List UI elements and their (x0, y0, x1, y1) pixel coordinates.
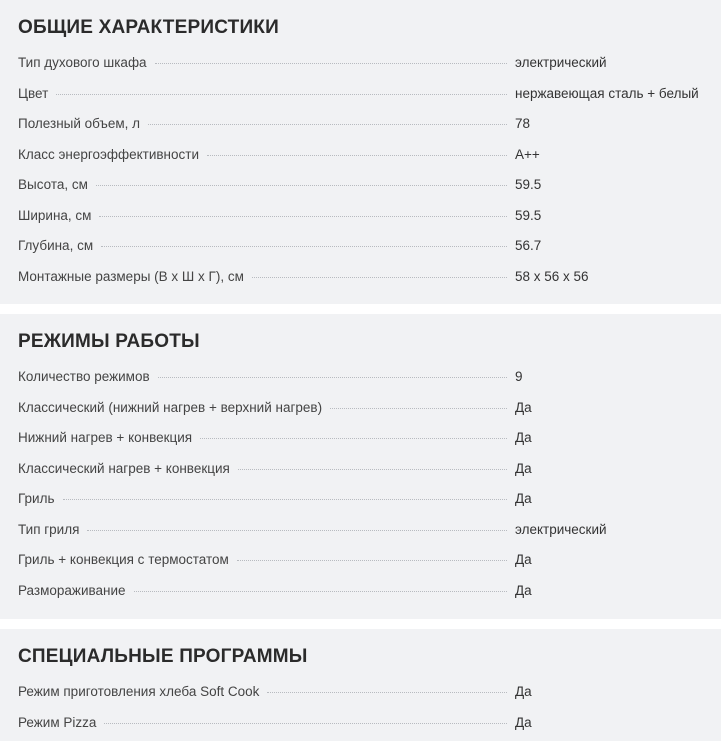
spec-value: нержавеющая сталь + белый (515, 85, 721, 103)
section-title: РЕЖИМЫ РАБОТЫ (18, 328, 721, 356)
dotted-leader (101, 246, 507, 247)
spec-label: Глубина, см (18, 237, 101, 255)
spec-row (18, 176, 721, 207)
dotted-leader (200, 438, 507, 439)
spec-row (18, 429, 721, 460)
section-title: ОБЩИЕ ХАРАКТЕРИСТИКИ (18, 14, 721, 42)
operating-modes-section (0, 314, 721, 619)
spec-row (18, 237, 721, 268)
spec-label: Тип гриля (18, 521, 87, 539)
spec-value: Да (515, 551, 721, 569)
dotted-leader (237, 560, 507, 561)
spec-value: Да (515, 429, 721, 447)
spec-row (18, 460, 721, 491)
spec-row (18, 551, 721, 582)
spec-label: Полезный объем, л (18, 115, 148, 133)
spec-value: 59.5 (515, 207, 721, 225)
spec-value: A++ (515, 146, 721, 164)
spec-value: электрический (515, 54, 721, 72)
spec-row (18, 115, 721, 146)
dotted-leader (155, 63, 507, 64)
dotted-leader (148, 124, 507, 125)
spec-label: Класс энергоэффективности (18, 146, 207, 164)
spec-row (18, 268, 721, 299)
spec-label: Классический нагрев + конвекция (18, 460, 238, 478)
dotted-leader (87, 530, 507, 531)
dotted-leader (252, 277, 507, 278)
spec-value: 58 x 56 x 56 (515, 268, 721, 286)
spec-row (18, 368, 721, 399)
dotted-leader (104, 723, 507, 724)
spec-row (18, 54, 721, 85)
spec-value: 56.7 (515, 237, 721, 255)
spec-label: Цвет (18, 85, 56, 103)
dotted-leader (99, 216, 507, 217)
dotted-leader (330, 408, 507, 409)
dotted-leader (267, 692, 507, 693)
spec-value: Да (515, 714, 721, 732)
dotted-leader (63, 499, 507, 500)
spec-value: электрический (515, 521, 721, 539)
spec-label: Тип духового шкафа (18, 54, 155, 72)
spec-label: Размораживание (18, 582, 134, 600)
spec-list (18, 54, 721, 298)
spec-value: Да (515, 582, 721, 600)
spec-label: Монтажные размеры (В х Ш х Г), см (18, 268, 252, 286)
spec-row (18, 490, 721, 521)
spec-value: Да (515, 683, 721, 701)
spec-value: Да (515, 399, 721, 417)
dotted-leader (158, 377, 507, 378)
spec-row (18, 207, 721, 238)
spec-label: Высота, см (18, 176, 96, 194)
spec-row (18, 85, 721, 116)
spec-label: Количество режимов (18, 368, 158, 386)
spec-value: Да (515, 460, 721, 478)
spec-label: Гриль + конвекция с термостатом (18, 551, 237, 569)
dotted-leader (96, 185, 507, 186)
spec-list (18, 368, 721, 612)
spec-label: Нижний нагрев + конвекция (18, 429, 200, 447)
spec-row (18, 683, 721, 714)
spec-row (18, 146, 721, 177)
spec-label: Ширина, см (18, 207, 99, 225)
spec-label: Классический (нижний нагрев + верхний нагрев) (18, 399, 330, 417)
dotted-leader (56, 94, 507, 95)
spec-label: Режим Pizza (18, 714, 104, 732)
general-specs-section (0, 0, 721, 304)
special-programs-section (0, 629, 721, 741)
spec-value: 9 (515, 368, 721, 386)
spec-row (18, 582, 721, 613)
spec-list (18, 683, 721, 744)
spec-row (18, 714, 721, 744)
section-title: СПЕЦИАЛЬНЫЕ ПРОГРАММЫ (18, 643, 721, 671)
spec-value: Да (515, 490, 721, 508)
spec-value: 78 (515, 115, 721, 133)
dotted-leader (238, 469, 507, 470)
spec-label: Режим приготовления хлеба Soft Cook (18, 683, 267, 701)
spec-value: 59.5 (515, 176, 721, 194)
dotted-leader (134, 591, 507, 592)
spec-row (18, 399, 721, 430)
spec-label: Гриль (18, 490, 63, 508)
dotted-leader (207, 155, 507, 156)
spec-row (18, 521, 721, 552)
